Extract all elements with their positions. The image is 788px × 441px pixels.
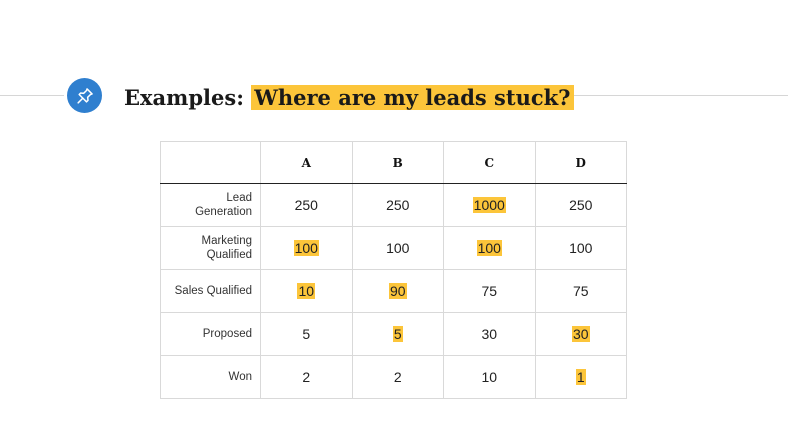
table-row: [161, 313, 627, 356]
table-row: [161, 227, 627, 270]
table-row: [161, 184, 627, 227]
cell-value: 100: [569, 240, 593, 256]
pushpin-icon: [67, 78, 102, 113]
table-cell: [535, 313, 627, 356]
table-cell: [535, 356, 627, 399]
table-row: [161, 356, 627, 399]
table-cell: [261, 270, 353, 313]
column-header: D: [535, 142, 627, 184]
highlighted-value: 5: [393, 326, 402, 342]
table-cell: [261, 227, 353, 270]
table-cell: [261, 356, 353, 399]
highlighted-value: 100: [294, 240, 318, 256]
table-cell: [535, 184, 627, 227]
row-label: Proposed: [161, 313, 261, 356]
highlighted-value: 30: [572, 326, 589, 342]
cell-value: 30: [481, 326, 498, 342]
table-cell: [352, 356, 444, 399]
table-header-row: [161, 142, 627, 184]
cell-value: 2: [302, 369, 311, 385]
divider-right: [540, 95, 788, 96]
table-row: [161, 270, 627, 313]
table-cell: [444, 270, 536, 313]
row-label: Lead Generation: [161, 184, 261, 227]
column-header: B: [352, 142, 444, 184]
cell-value: 75: [572, 283, 589, 299]
row-label: Sales Qualified: [161, 270, 261, 313]
column-header: C: [444, 142, 536, 184]
cell-value: 5: [302, 326, 311, 342]
table-cell: [535, 270, 627, 313]
highlighted-value: 1000: [473, 197, 505, 213]
page-title: [124, 83, 574, 113]
row-label: Marketing Qualified: [161, 227, 261, 270]
highlighted-value: 90: [389, 283, 406, 299]
cell-value: 10: [481, 369, 498, 385]
table-cell: [444, 313, 536, 356]
row-label: Won: [161, 356, 261, 399]
column-header: A: [261, 142, 353, 184]
cell-value: 100: [386, 240, 410, 256]
highlighted-value: 1: [576, 369, 585, 385]
table-cell: [352, 184, 444, 227]
cell-value: 250: [294, 197, 318, 213]
cell-value: 250: [386, 197, 410, 213]
table-cell: [444, 227, 536, 270]
divider-left: [0, 95, 64, 96]
table-cell: [444, 184, 536, 227]
leads-table: [160, 141, 627, 399]
highlighted-value: 10: [298, 283, 315, 299]
table-cell: [352, 270, 444, 313]
table-cell: [261, 184, 353, 227]
highlighted-value: 100: [477, 240, 501, 256]
cell-value: 75: [481, 283, 498, 299]
title-highlight: Where are my leads stuck?: [251, 85, 573, 110]
table-cell: [535, 227, 627, 270]
cell-value: 250: [569, 197, 593, 213]
table-cell: [444, 356, 536, 399]
table-cell: [261, 313, 353, 356]
title-prefix: Examples:: [124, 85, 252, 110]
column-header: [161, 142, 261, 184]
table-cell: [352, 227, 444, 270]
table-cell: [352, 313, 444, 356]
cell-value: 2: [393, 369, 402, 385]
